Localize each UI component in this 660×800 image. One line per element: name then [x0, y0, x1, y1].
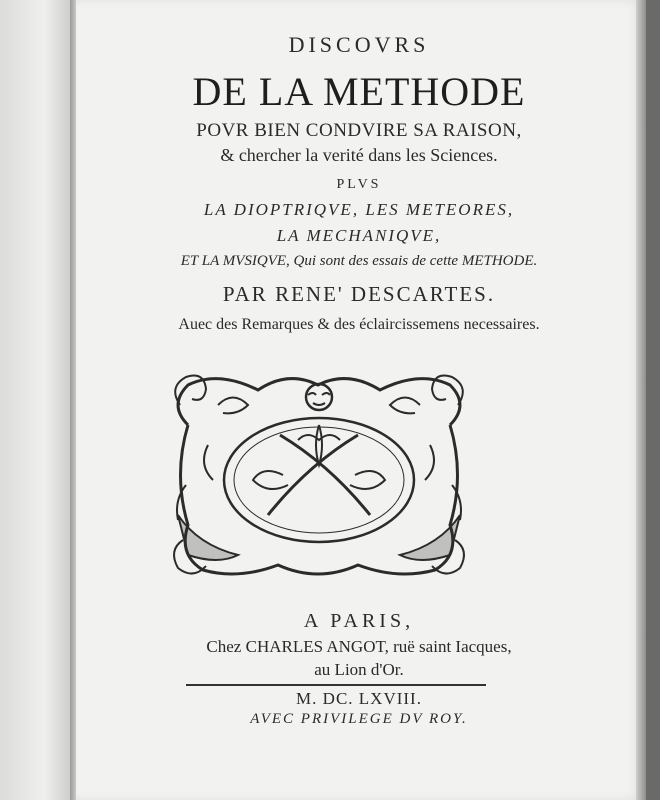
subtitle-line-plus: PLVS: [336, 177, 382, 192]
printers-ornament-icon: [158, 365, 480, 587]
author-line: PAR RENE' DESCARTES.: [222, 282, 496, 306]
page-edge: [636, 0, 646, 800]
subtitle-line-musique: ET LA MVSIQVE, Qui sont des essais de cette METHODE.: [180, 253, 538, 269]
title-page: [76, 0, 642, 800]
subtitle-line-mechanique: LA MECHANIQVE,: [276, 226, 442, 245]
subtitle-line-raison: POVR BIEN CONDVIRE SA RAISON,: [196, 120, 522, 141]
title-line-methode: DE LA METHODE: [192, 69, 526, 114]
imprint-rule: [186, 684, 486, 686]
imprint-publisher: Chez CHARLES ANGOT, ruë saint Iacques,: [206, 637, 512, 656]
imprint-city: A PARIS,: [303, 610, 415, 632]
title-page-content: [76, 0, 642, 800]
facing-page: [0, 0, 74, 800]
subtitle-line-sciences: & chercher la verité dans les Sciences.: [220, 145, 498, 165]
title-line-discours: DISCOVRS: [288, 32, 430, 57]
imprint-sign: au Lion d'Or.: [314, 660, 404, 679]
imprint-privilege: AVEC PRIVILEGE DV ROY.: [250, 711, 468, 727]
remarks-line: Auec des Remarques & des éclaircissemens necessaires.: [178, 316, 540, 333]
imprint-year: M. DC. LXVIII.: [296, 689, 422, 708]
subtitle-line-dioptrique: LA DIOPTRIQVE, LES METEORES,: [203, 200, 515, 219]
